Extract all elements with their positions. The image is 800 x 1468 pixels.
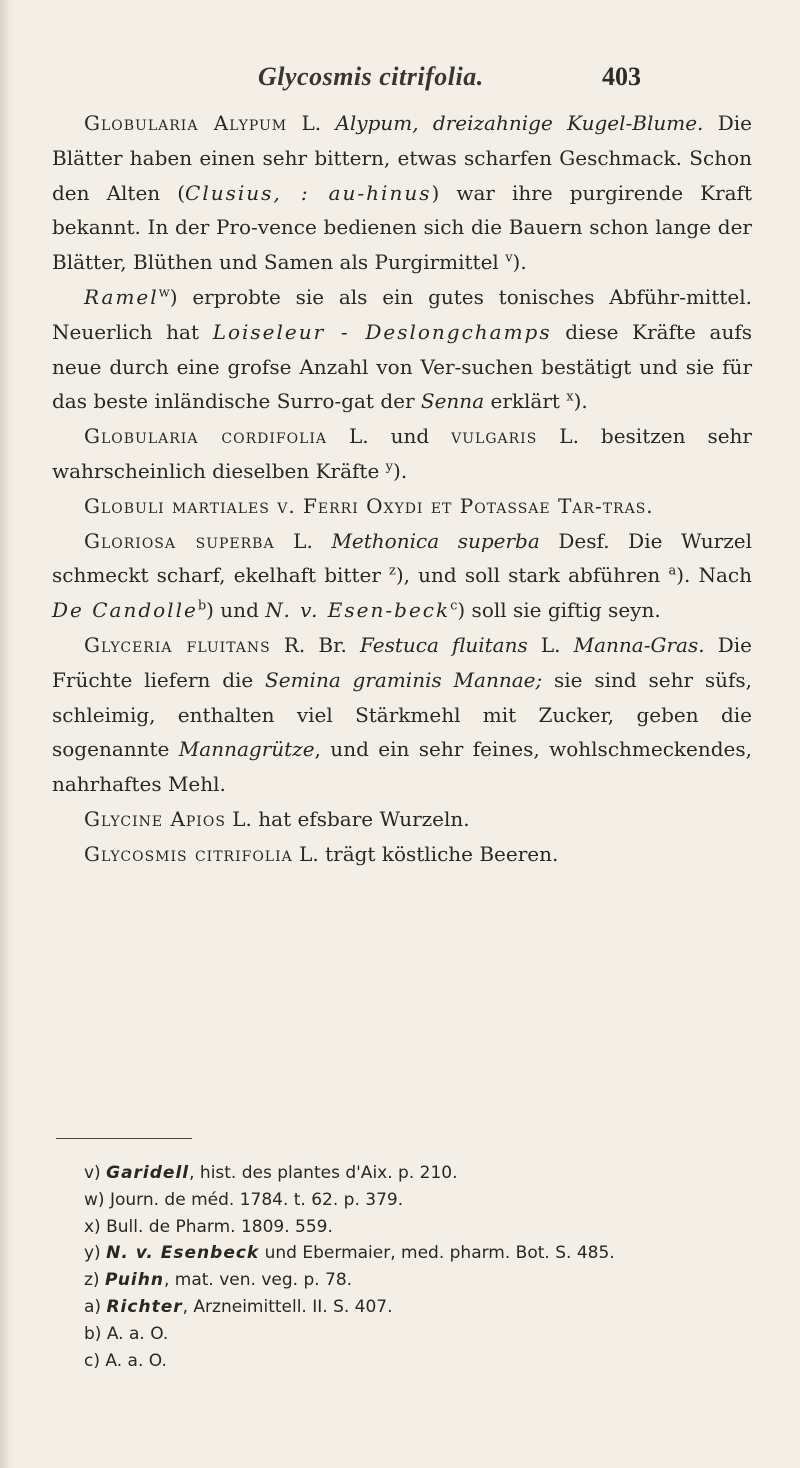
- text-run: Festuca fluitans: [359, 632, 528, 657]
- footnote-mark: z): [84, 1270, 100, 1291]
- text-run: Gloriosa superba: [84, 528, 275, 553]
- footnote-text: , Arzneimittell. II. S. 407.: [182, 1296, 393, 1317]
- text-run: ) war ihre purgirende Kraft bekannt. In der Pro-vence bedienen sich die Bauern schon lange der Blätter, Blüthen und Samen als Purgirmittel: [52, 180, 752, 275]
- text-run: Semina graminis Mannae;: [265, 667, 543, 692]
- footnote: [84, 1348, 744, 1375]
- text-run: Die Früchte liefern die: [52, 632, 752, 692]
- text-run: sie sind sehr süfs, schleimig, enthalten viel Stärkmehl mit Zucker, geben die sogenannte: [52, 667, 752, 762]
- text-run: erklärt: [484, 389, 567, 414]
- text-run: L.: [527, 632, 574, 657]
- footnote: [84, 1187, 744, 1214]
- footnote: [84, 1267, 744, 1294]
- text-run: L. besitzen sehr wahrscheinlich dieselben Kräfte: [52, 424, 752, 483]
- text-run: De Candolle: [52, 598, 198, 623]
- footnote-ref: y: [385, 459, 394, 475]
- footnote-author: N. v. Esenbeck: [106, 1243, 260, 1264]
- footnote: [84, 1214, 744, 1241]
- footnote-ref: v: [505, 250, 513, 266]
- text-run: , und ein sehr feines, wohlschmeckendes, nahrhaftes Mehl.: [52, 737, 752, 797]
- footnote-ref: x: [566, 389, 574, 405]
- text-run: ) soll sie giftig seyn.: [457, 598, 661, 623]
- text-run: Methonica superba: [331, 528, 540, 553]
- text-run: L.: [287, 111, 336, 135]
- footnote: [84, 1294, 744, 1321]
- footnote-mark: w): [84, 1189, 105, 1210]
- paragraph: [52, 106, 752, 280]
- text-run: ).: [393, 458, 408, 483]
- text-run: Globuli martiales v. Ferri Oxydi et Potassae Tar-tras.: [84, 493, 654, 518]
- text-run: ) und: [206, 598, 266, 623]
- paragraph: [52, 802, 752, 837]
- text-run: ) erprobte sie als ein gutes tonisches Abführ-mittel. Neuerlich hat: [52, 284, 752, 344]
- text-run: L. hat efsbare Wurzeln.: [225, 806, 470, 831]
- footnote-author: Garidell: [106, 1163, 190, 1183]
- text-run: Loiseleur - Deslongchamps: [212, 319, 552, 344]
- text-run: L. trägt köstliche Beeren.: [292, 841, 559, 866]
- running-head: [0, 62, 800, 98]
- text-run: Desf. Die Wurzel schmeckt scharf, ekelhaft bitter: [52, 528, 753, 588]
- footnote-mark: x): [84, 1216, 101, 1237]
- footnote-mark: v): [84, 1163, 101, 1183]
- paragraph: [52, 628, 752, 802]
- footnote-mark: c): [84, 1350, 100, 1371]
- text-run: R. Br.: [270, 632, 360, 657]
- footnote-text: , hist. des plantes d'Aix. p. 210.: [189, 1163, 458, 1183]
- paragraph: [52, 524, 752, 628]
- footnote-mark: y): [84, 1243, 101, 1264]
- footnote-ref: b: [197, 598, 207, 614]
- footnote-text: , mat. ven. veg. p. 78.: [163, 1270, 353, 1291]
- footnote-text: Bull. de Pharm. 1809. 559.: [106, 1216, 333, 1237]
- text-run: Globularia Alypum: [84, 111, 288, 135]
- text-run: Glycosmis citrifolia: [84, 841, 293, 866]
- footnote: [84, 1240, 744, 1267]
- running-title: Glycosmis citrifolia.: [258, 62, 484, 91]
- text-run: Mannagrütze: [178, 737, 315, 762]
- text-run: Alypum, dreizahnige Kugel-Blume.: [335, 111, 704, 135]
- footnote-mark: a): [84, 1296, 102, 1317]
- footnote-ref: a: [668, 563, 677, 579]
- footnote-ref: w: [158, 285, 170, 301]
- text-run: L.: [274, 528, 332, 553]
- text-run: ).: [512, 250, 527, 275]
- text-run: Ramel: [84, 284, 159, 309]
- footnote-mark: b): [84, 1323, 102, 1344]
- footnote-ref: z: [389, 563, 396, 579]
- text-run: diese Kräfte aufs neue durch eine grofse Anzahl von Ver-suchen bestätigt und sie für das beste inländische Surro-gat der: [52, 319, 752, 414]
- main-text: [52, 106, 752, 872]
- text-run: Die Blätter haben einen sehr bittern, etwas scharfen Geschmack. Schon den Alten (: [52, 111, 753, 205]
- text-run: Glyceria fluitans: [84, 632, 271, 657]
- footnote-ref: c: [450, 598, 458, 614]
- footnote-text: Journ. de méd. 1784. t. 62. p. 379.: [109, 1189, 404, 1210]
- text-run: Clusius, : au-hinus: [185, 180, 432, 205]
- footnote: [84, 1321, 744, 1348]
- footnote-separator: [56, 1138, 192, 1139]
- footnote-text: A. a. O.: [106, 1323, 169, 1344]
- page-binding-edge: [0, 0, 14, 1468]
- footnote-author: Puihn: [104, 1270, 164, 1291]
- footnote: [84, 1160, 744, 1187]
- text-run: L. und: [327, 424, 452, 449]
- paragraph: [52, 419, 752, 489]
- text-run: ).: [573, 389, 588, 414]
- paragraph: [52, 489, 752, 524]
- footnote-author: Richter: [106, 1296, 183, 1317]
- text-run: ), und soll stark abführen: [395, 563, 669, 588]
- footnote-text: und Ebermaier, med. pharm. Bot. S. 485.: [259, 1243, 615, 1264]
- footnote-text: A. a. O.: [105, 1350, 167, 1371]
- page-number: 403: [602, 62, 641, 91]
- footnotes: [84, 1160, 744, 1374]
- text-run: ). Nach: [676, 563, 752, 588]
- text-run: N. v. Esen-beck: [265, 598, 451, 623]
- text-run: Glycine Apios: [84, 806, 226, 831]
- paragraph: [52, 280, 752, 419]
- paragraph: [52, 837, 752, 872]
- text-run: Manna-Gras.: [573, 632, 705, 657]
- text-run: Senna: [420, 389, 485, 414]
- text-run: Globularia cordifolia: [84, 424, 328, 449]
- text-run: vulgaris: [451, 424, 538, 449]
